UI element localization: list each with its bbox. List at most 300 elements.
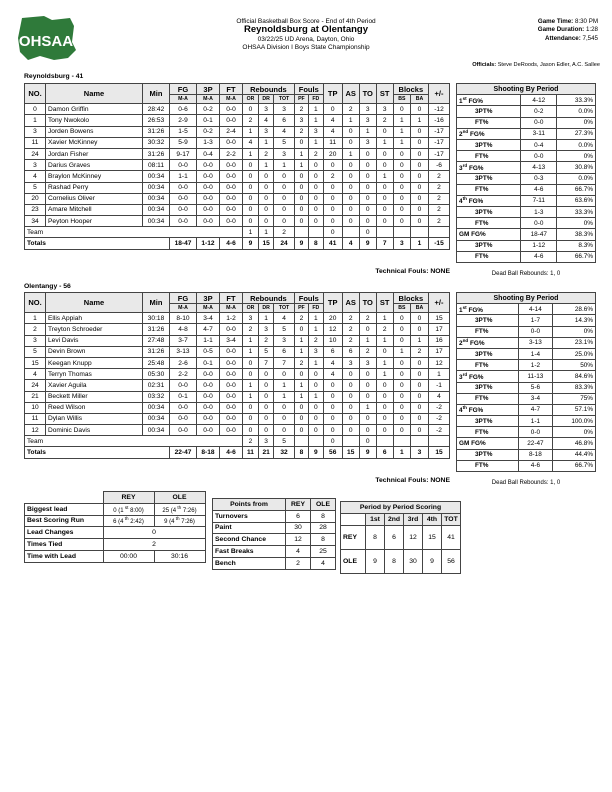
period-row bbox=[457, 162, 596, 173]
stat-cell: 2 bbox=[294, 126, 308, 137]
stat-type: FT% bbox=[475, 328, 489, 336]
game-info bbox=[460, 18, 598, 43]
stat-cell: 0 bbox=[411, 369, 429, 380]
stat-cell: 1 bbox=[243, 126, 259, 137]
period-row bbox=[457, 404, 596, 415]
stat-type: FT% bbox=[475, 361, 489, 369]
report-title: Official Basketball Box Score - End of 4th Period bbox=[236, 18, 376, 25]
stat-cell: 2 bbox=[376, 115, 393, 126]
game-stat-label: Time with Lead bbox=[25, 550, 104, 562]
stat-cell: 0 bbox=[376, 216, 393, 227]
stat-cell: 0 bbox=[243, 413, 259, 424]
game-stat-value bbox=[154, 503, 205, 515]
stat-part: 8:00) bbox=[128, 507, 144, 514]
col-group-header: FG bbox=[170, 293, 197, 304]
stat-cell: 2 bbox=[308, 335, 323, 346]
stat-cell: 28:42 bbox=[143, 104, 170, 115]
stat-cell: 3 bbox=[308, 346, 323, 357]
stat-cell: 25:48 bbox=[143, 357, 170, 368]
stat-cell: 1 bbox=[342, 148, 359, 159]
period-label bbox=[457, 195, 521, 206]
player-number: 10 bbox=[25, 402, 46, 413]
stat-cell: 0 bbox=[411, 357, 429, 368]
col-group-header: TP bbox=[323, 293, 342, 313]
stat-cell: 0 bbox=[411, 137, 429, 148]
game-stat-label: Biggest lead bbox=[25, 503, 104, 515]
stat-cell: 1 bbox=[294, 346, 308, 357]
stat-cell: 3 bbox=[411, 447, 429, 458]
col-sub-header: TOT bbox=[274, 304, 294, 313]
game-stat-label: Best Scoring Run bbox=[25, 515, 104, 527]
player-number: 1 bbox=[25, 115, 46, 126]
stat-cell: 0 bbox=[274, 425, 294, 436]
stat-cell: 0 bbox=[393, 335, 410, 346]
col-sub-header: M-A bbox=[197, 95, 220, 104]
stat-cell: 0 bbox=[376, 346, 393, 357]
stat-cell: 0-6 bbox=[170, 104, 197, 115]
stat-cell: 08:11 bbox=[143, 160, 170, 171]
percentage: 57.1% bbox=[553, 404, 596, 415]
percentage: 0.0% bbox=[557, 139, 596, 150]
stat-cell: 0 bbox=[274, 171, 294, 182]
points-from-header: Points from bbox=[213, 499, 286, 511]
stat-cell: 0 bbox=[393, 182, 410, 193]
stat-cell: 0 bbox=[308, 369, 323, 380]
period-score: 12 bbox=[404, 525, 423, 549]
player-row bbox=[25, 104, 450, 115]
points-value: 12 bbox=[286, 534, 311, 546]
stat-cell: 2 bbox=[359, 346, 376, 357]
stat-cell: 2 bbox=[294, 313, 308, 324]
stat-cell: 0 bbox=[411, 413, 429, 424]
stat-cell: 0 bbox=[308, 380, 323, 391]
period-label bbox=[457, 128, 521, 139]
stat-cell: 1 bbox=[258, 227, 273, 238]
stat-cell: 31:26 bbox=[143, 148, 170, 159]
stat-cell: -17 bbox=[429, 148, 450, 159]
date-venue: 03/22/25 UD Arena, Dayton, Ohio bbox=[257, 36, 355, 44]
period-score: 9 bbox=[366, 549, 385, 573]
game-stat-value: 2 bbox=[103, 539, 205, 551]
stat-cell: 0 bbox=[411, 425, 429, 436]
stat-cell: 0-1 bbox=[197, 357, 220, 368]
percentage: 44.4% bbox=[553, 449, 596, 460]
stat-cell: 0 bbox=[376, 160, 393, 171]
stat-cell: 1 bbox=[258, 313, 273, 324]
stat-cell: 1 bbox=[294, 391, 308, 402]
stat-cell: 2 bbox=[429, 193, 450, 204]
stat-cell: 1-12 bbox=[197, 238, 220, 249]
period-label bbox=[457, 416, 519, 427]
col-group-header: AS bbox=[342, 84, 359, 104]
period-row bbox=[457, 337, 596, 348]
made-attempted: 0-0 bbox=[518, 326, 552, 337]
stat-cell: 26:53 bbox=[143, 115, 170, 126]
stat-cell: 0 bbox=[359, 171, 376, 182]
team-row bbox=[25, 436, 450, 447]
stat-cell: 0-0 bbox=[197, 413, 220, 424]
stat-cell: 0 bbox=[258, 413, 273, 424]
stat-type: FG% bbox=[471, 440, 486, 448]
period-row bbox=[457, 360, 596, 371]
stat-cell: 3 bbox=[294, 115, 308, 126]
player-row bbox=[25, 160, 450, 171]
player-row bbox=[25, 115, 450, 126]
stat-cell: 2 bbox=[258, 148, 273, 159]
stat-cell: -12 bbox=[429, 104, 450, 115]
col-sub-header: OR bbox=[243, 95, 259, 104]
stat-cell: 1 bbox=[308, 115, 323, 126]
dead-ball-rebounds: Dead Ball Rebounds: 1, 0 bbox=[491, 271, 561, 277]
percentage: 66.7% bbox=[557, 251, 596, 262]
stat-cell: 24 bbox=[274, 238, 294, 249]
player-name: Levi Davis bbox=[46, 335, 143, 346]
made-attempted: 0-4 bbox=[521, 139, 557, 150]
stat-cell: 0 bbox=[376, 204, 393, 215]
stat-cell: 1-5 bbox=[170, 126, 197, 137]
stat-cell: 0 bbox=[393, 413, 410, 424]
blank-cell bbox=[25, 492, 104, 504]
stat-cell: 0 bbox=[308, 171, 323, 182]
period-row bbox=[457, 207, 596, 218]
stat-cell: 2 bbox=[294, 104, 308, 115]
col-group-header: Blocks bbox=[393, 84, 428, 95]
stat-cell: 0 bbox=[376, 413, 393, 424]
stat-cell: 0 bbox=[359, 182, 376, 193]
stat-cell: 2 bbox=[342, 324, 359, 335]
stat-cell: 0 bbox=[359, 425, 376, 436]
stat-cell: 0 bbox=[342, 402, 359, 413]
stat-cell: 4 bbox=[323, 369, 342, 380]
points-from-row bbox=[213, 522, 336, 534]
team-label: Olentangy - 56 bbox=[24, 283, 71, 290]
stat-cell: 0 bbox=[411, 313, 429, 324]
player-number: 34 bbox=[25, 216, 46, 227]
stat-cell: 0-0 bbox=[220, 216, 243, 227]
stat-cell: 0-0 bbox=[197, 204, 220, 215]
col-group-header: 3P bbox=[197, 84, 220, 95]
game-stat-value bbox=[154, 515, 205, 527]
stat-cell: 2 bbox=[294, 357, 308, 368]
stat-cell: 02:31 bbox=[143, 380, 170, 391]
stat-part: 2:42) bbox=[128, 519, 144, 526]
period-col-header: 4th bbox=[423, 513, 442, 525]
period-label bbox=[457, 117, 521, 128]
player-row bbox=[25, 137, 450, 148]
stat-cell: 3 bbox=[359, 137, 376, 148]
stat-cell: 4 bbox=[274, 126, 294, 137]
col-sub-header: M-A bbox=[197, 304, 220, 313]
stat-cell: 1 bbox=[258, 160, 273, 171]
points-value: 2 bbox=[286, 557, 311, 569]
points-category: Paint bbox=[213, 522, 286, 534]
stat-type: FT% bbox=[475, 152, 489, 160]
col-group-header: Fouls bbox=[294, 293, 323, 304]
period-label bbox=[457, 151, 521, 162]
game-stat-label: Lead Changes bbox=[25, 527, 104, 539]
stat-cell: 3-4 bbox=[197, 313, 220, 324]
player-row bbox=[25, 171, 450, 182]
period-label bbox=[457, 304, 519, 315]
period-label bbox=[457, 337, 519, 348]
stat-cell: 0-1 bbox=[197, 115, 220, 126]
stat-cell: 1 bbox=[393, 126, 410, 137]
stat-cell: 0 bbox=[308, 182, 323, 193]
period-table-title: Shooting By Period bbox=[457, 84, 596, 95]
blank-cell bbox=[341, 513, 366, 525]
stat-cell: 0-0 bbox=[170, 216, 197, 227]
stat-cell: 0 bbox=[393, 425, 410, 436]
stat-cell: 1 bbox=[411, 115, 429, 126]
period-number: 2 bbox=[459, 340, 463, 348]
stat-cell: 0 bbox=[359, 380, 376, 391]
stat-cell bbox=[429, 436, 450, 447]
stat-cell: 20 bbox=[323, 148, 342, 159]
stat-cell: 2-6 bbox=[170, 357, 197, 368]
stat-cell: 03:32 bbox=[143, 391, 170, 402]
stat-cell: 0 bbox=[411, 126, 429, 137]
stat-cell: 0 bbox=[294, 193, 308, 204]
col-group-header: ST bbox=[376, 84, 393, 104]
stat-cell: 00:34 bbox=[143, 182, 170, 193]
player-name: Reed Wilson bbox=[46, 402, 143, 413]
player-name: Cornelius Oliver bbox=[46, 193, 143, 204]
stat-cell: 4 bbox=[342, 238, 359, 249]
stat-cell: 2 bbox=[243, 436, 259, 447]
stat-cell: 12 bbox=[429, 357, 450, 368]
percentage: 63.6% bbox=[557, 195, 596, 206]
stat-cell: 0 bbox=[274, 369, 294, 380]
stat-cell: 0 bbox=[294, 171, 308, 182]
stat-cell: 0 bbox=[294, 182, 308, 193]
col-sub-header: OR bbox=[243, 304, 259, 313]
stat-cell: 0-0 bbox=[170, 204, 197, 215]
made-attempted: 0-0 bbox=[521, 117, 557, 128]
stat-cell: 1 bbox=[243, 148, 259, 159]
made-attempted: 4-6 bbox=[521, 184, 557, 195]
rey-header: REY bbox=[103, 492, 154, 504]
stat-cell: 0 bbox=[342, 425, 359, 436]
player-number: 24 bbox=[25, 380, 46, 391]
stat-cell: 0 bbox=[243, 204, 259, 215]
period-label bbox=[457, 95, 521, 106]
officials-names: Steve DeRoods, Jason Edler, A.C. Sallee bbox=[497, 62, 600, 68]
stat-cell: 0 bbox=[393, 204, 410, 215]
stat-cell: 6 bbox=[323, 346, 342, 357]
period-label bbox=[457, 139, 521, 150]
made-attempted: 1-1 bbox=[518, 416, 552, 427]
stat-cell: 0 bbox=[359, 369, 376, 380]
stat-cell: 0 bbox=[393, 148, 410, 159]
period-label bbox=[457, 404, 519, 415]
period-col-header: 1st bbox=[366, 513, 385, 525]
period-row bbox=[457, 229, 596, 240]
col-group-header: Rebounds bbox=[243, 84, 295, 95]
stat-cell: 16 bbox=[429, 335, 450, 346]
stat-cell: 0-0 bbox=[220, 171, 243, 182]
stat-cell: 0 bbox=[376, 425, 393, 436]
stat-cell: 27:48 bbox=[143, 335, 170, 346]
header-row bbox=[457, 84, 596, 95]
player-row bbox=[25, 126, 450, 137]
player-number: 0 bbox=[25, 104, 46, 115]
header-row bbox=[457, 293, 596, 304]
stat-cell: 7 bbox=[274, 357, 294, 368]
stat-cell: 2 bbox=[243, 324, 259, 335]
team-row bbox=[25, 227, 450, 238]
period-row bbox=[457, 348, 596, 359]
stat-cell: 1 bbox=[376, 335, 393, 346]
period-number: 1 bbox=[459, 306, 463, 314]
stat-cell: 1 bbox=[243, 380, 259, 391]
stat-cell: 0 bbox=[243, 216, 259, 227]
stat-cell: 0-0 bbox=[220, 357, 243, 368]
stat-cell: 0 bbox=[376, 391, 393, 402]
stat-cell: 0-0 bbox=[170, 425, 197, 436]
team-abbrev: REY bbox=[341, 525, 366, 549]
stat-cell: -16 bbox=[429, 115, 450, 126]
period-ordinal: nd bbox=[462, 129, 469, 135]
stat-cell: 0 bbox=[411, 402, 429, 413]
stat-cell: 0 bbox=[393, 160, 410, 171]
stat-cell: 0-0 bbox=[197, 171, 220, 182]
col-sub-header: DR bbox=[258, 304, 273, 313]
made-attempted: 4-6 bbox=[521, 251, 557, 262]
made-attempted: 1-7 bbox=[518, 315, 552, 326]
stat-cell: 0 bbox=[243, 402, 259, 413]
stat-cell: 0 bbox=[274, 193, 294, 204]
stat-cell: 0 bbox=[308, 413, 323, 424]
percentage: 0.0% bbox=[557, 106, 596, 117]
col-sub-header: BS bbox=[393, 95, 410, 104]
stat-cell: 0 bbox=[323, 204, 342, 215]
stat-cell: 0 bbox=[258, 380, 273, 391]
stat-cell: 1 bbox=[342, 115, 359, 126]
col-min-header: Min bbox=[143, 84, 170, 104]
stat-cell: 0-0 bbox=[170, 402, 197, 413]
stat-cell: 6 bbox=[274, 115, 294, 126]
stat-cell: 0 bbox=[342, 126, 359, 137]
stat-cell: 17 bbox=[429, 324, 450, 335]
stat-cell: 5 bbox=[274, 436, 294, 447]
stat-cell: 0-0 bbox=[220, 402, 243, 413]
period-col-header: 3rd bbox=[404, 513, 423, 525]
stat-cell: 0-0 bbox=[170, 193, 197, 204]
stat-cell: 0-0 bbox=[220, 160, 243, 171]
stat-part: th bbox=[176, 504, 182, 510]
stat-cell: 00:34 bbox=[143, 402, 170, 413]
period-row bbox=[457, 128, 596, 139]
period-row bbox=[457, 251, 596, 262]
stat-cell: 1-1 bbox=[170, 171, 197, 182]
stat-cell: 0 bbox=[274, 216, 294, 227]
made-attempted: 8-18 bbox=[518, 449, 552, 460]
period-col-header: 2nd bbox=[385, 513, 404, 525]
col-name-header: Name bbox=[46, 293, 143, 313]
percentage: 84.6% bbox=[553, 371, 596, 382]
stat-cell: 0 bbox=[274, 204, 294, 215]
player-number: 1 bbox=[25, 313, 46, 324]
ole-header: OLE bbox=[311, 499, 336, 511]
made-attempted: 0-0 bbox=[521, 218, 557, 229]
stat-cell: 0-0 bbox=[197, 391, 220, 402]
period-label bbox=[457, 460, 519, 471]
period-label bbox=[457, 360, 519, 371]
percentage: 0.0% bbox=[557, 173, 596, 184]
player-number: 3 bbox=[25, 160, 46, 171]
stat-cell: 0 bbox=[411, 380, 429, 391]
period-label bbox=[457, 184, 521, 195]
made-attempted: 4-7 bbox=[518, 404, 552, 415]
stat-cell: 0 bbox=[376, 402, 393, 413]
period-row bbox=[457, 184, 596, 195]
period-label bbox=[457, 218, 521, 229]
col-sub-header: M-A bbox=[220, 304, 243, 313]
stat-cell: 0 bbox=[243, 369, 259, 380]
stat-cell: 5-9 bbox=[170, 137, 197, 148]
col-name-header: Name bbox=[46, 84, 143, 104]
percentage: 30.8% bbox=[557, 162, 596, 173]
stat-cell: 4 bbox=[274, 313, 294, 324]
game-stat-row bbox=[25, 527, 206, 539]
stat-cell: 0 bbox=[323, 425, 342, 436]
col-no-header: NO. bbox=[25, 84, 46, 104]
made-attempted: 11-13 bbox=[518, 371, 552, 382]
col-group-header: FT bbox=[220, 84, 243, 95]
totals-row bbox=[25, 447, 450, 458]
player-number: 4 bbox=[25, 171, 46, 182]
stat-cell: 0-1 bbox=[170, 391, 197, 402]
stat-cell: 0-0 bbox=[220, 380, 243, 391]
stat-cell: 12 bbox=[323, 324, 342, 335]
stat-cell: 0-0 bbox=[197, 380, 220, 391]
stat-cell: 0 bbox=[359, 436, 376, 447]
period-ordinal: nd bbox=[462, 338, 469, 344]
stat-cell: 0 bbox=[411, 193, 429, 204]
stat-cell: 0-0 bbox=[220, 413, 243, 424]
player-row bbox=[25, 148, 450, 159]
stat-cell: 0 bbox=[308, 216, 323, 227]
stat-cell bbox=[308, 436, 323, 447]
stat-cell: 1 bbox=[308, 357, 323, 368]
period-label bbox=[457, 438, 519, 449]
stat-cell: 5 bbox=[274, 324, 294, 335]
player-name: Ellis Appiah bbox=[46, 313, 143, 324]
game-duration: 1:28 bbox=[585, 26, 598, 34]
player-name: Amare Mitchell bbox=[46, 204, 143, 215]
stat-cell: 2 bbox=[429, 204, 450, 215]
stat-cell: 0 bbox=[258, 171, 273, 182]
player-name: Terryn Thomas bbox=[46, 369, 143, 380]
stat-cell: 6 bbox=[274, 346, 294, 357]
stat-cell: 0 bbox=[342, 182, 359, 193]
stat-cell: 0 bbox=[258, 391, 273, 402]
player-row bbox=[25, 369, 450, 380]
stat-cell: 0 bbox=[393, 171, 410, 182]
stat-cell: 3 bbox=[274, 104, 294, 115]
stat-cell: 0 bbox=[323, 391, 342, 402]
stat-cell: 0-0 bbox=[197, 193, 220, 204]
stat-cell: 0-4 bbox=[197, 148, 220, 159]
stat-cell: 31:26 bbox=[143, 126, 170, 137]
stat-cell: 0 bbox=[323, 227, 342, 238]
stat-cell: 0 bbox=[376, 380, 393, 391]
col-group-header: 3P bbox=[197, 293, 220, 304]
points-value: 8 bbox=[311, 534, 336, 546]
stat-type: 3PT% bbox=[475, 208, 493, 216]
stat-cell: 9 bbox=[359, 238, 376, 249]
stat-cell: 00:34 bbox=[143, 413, 170, 424]
